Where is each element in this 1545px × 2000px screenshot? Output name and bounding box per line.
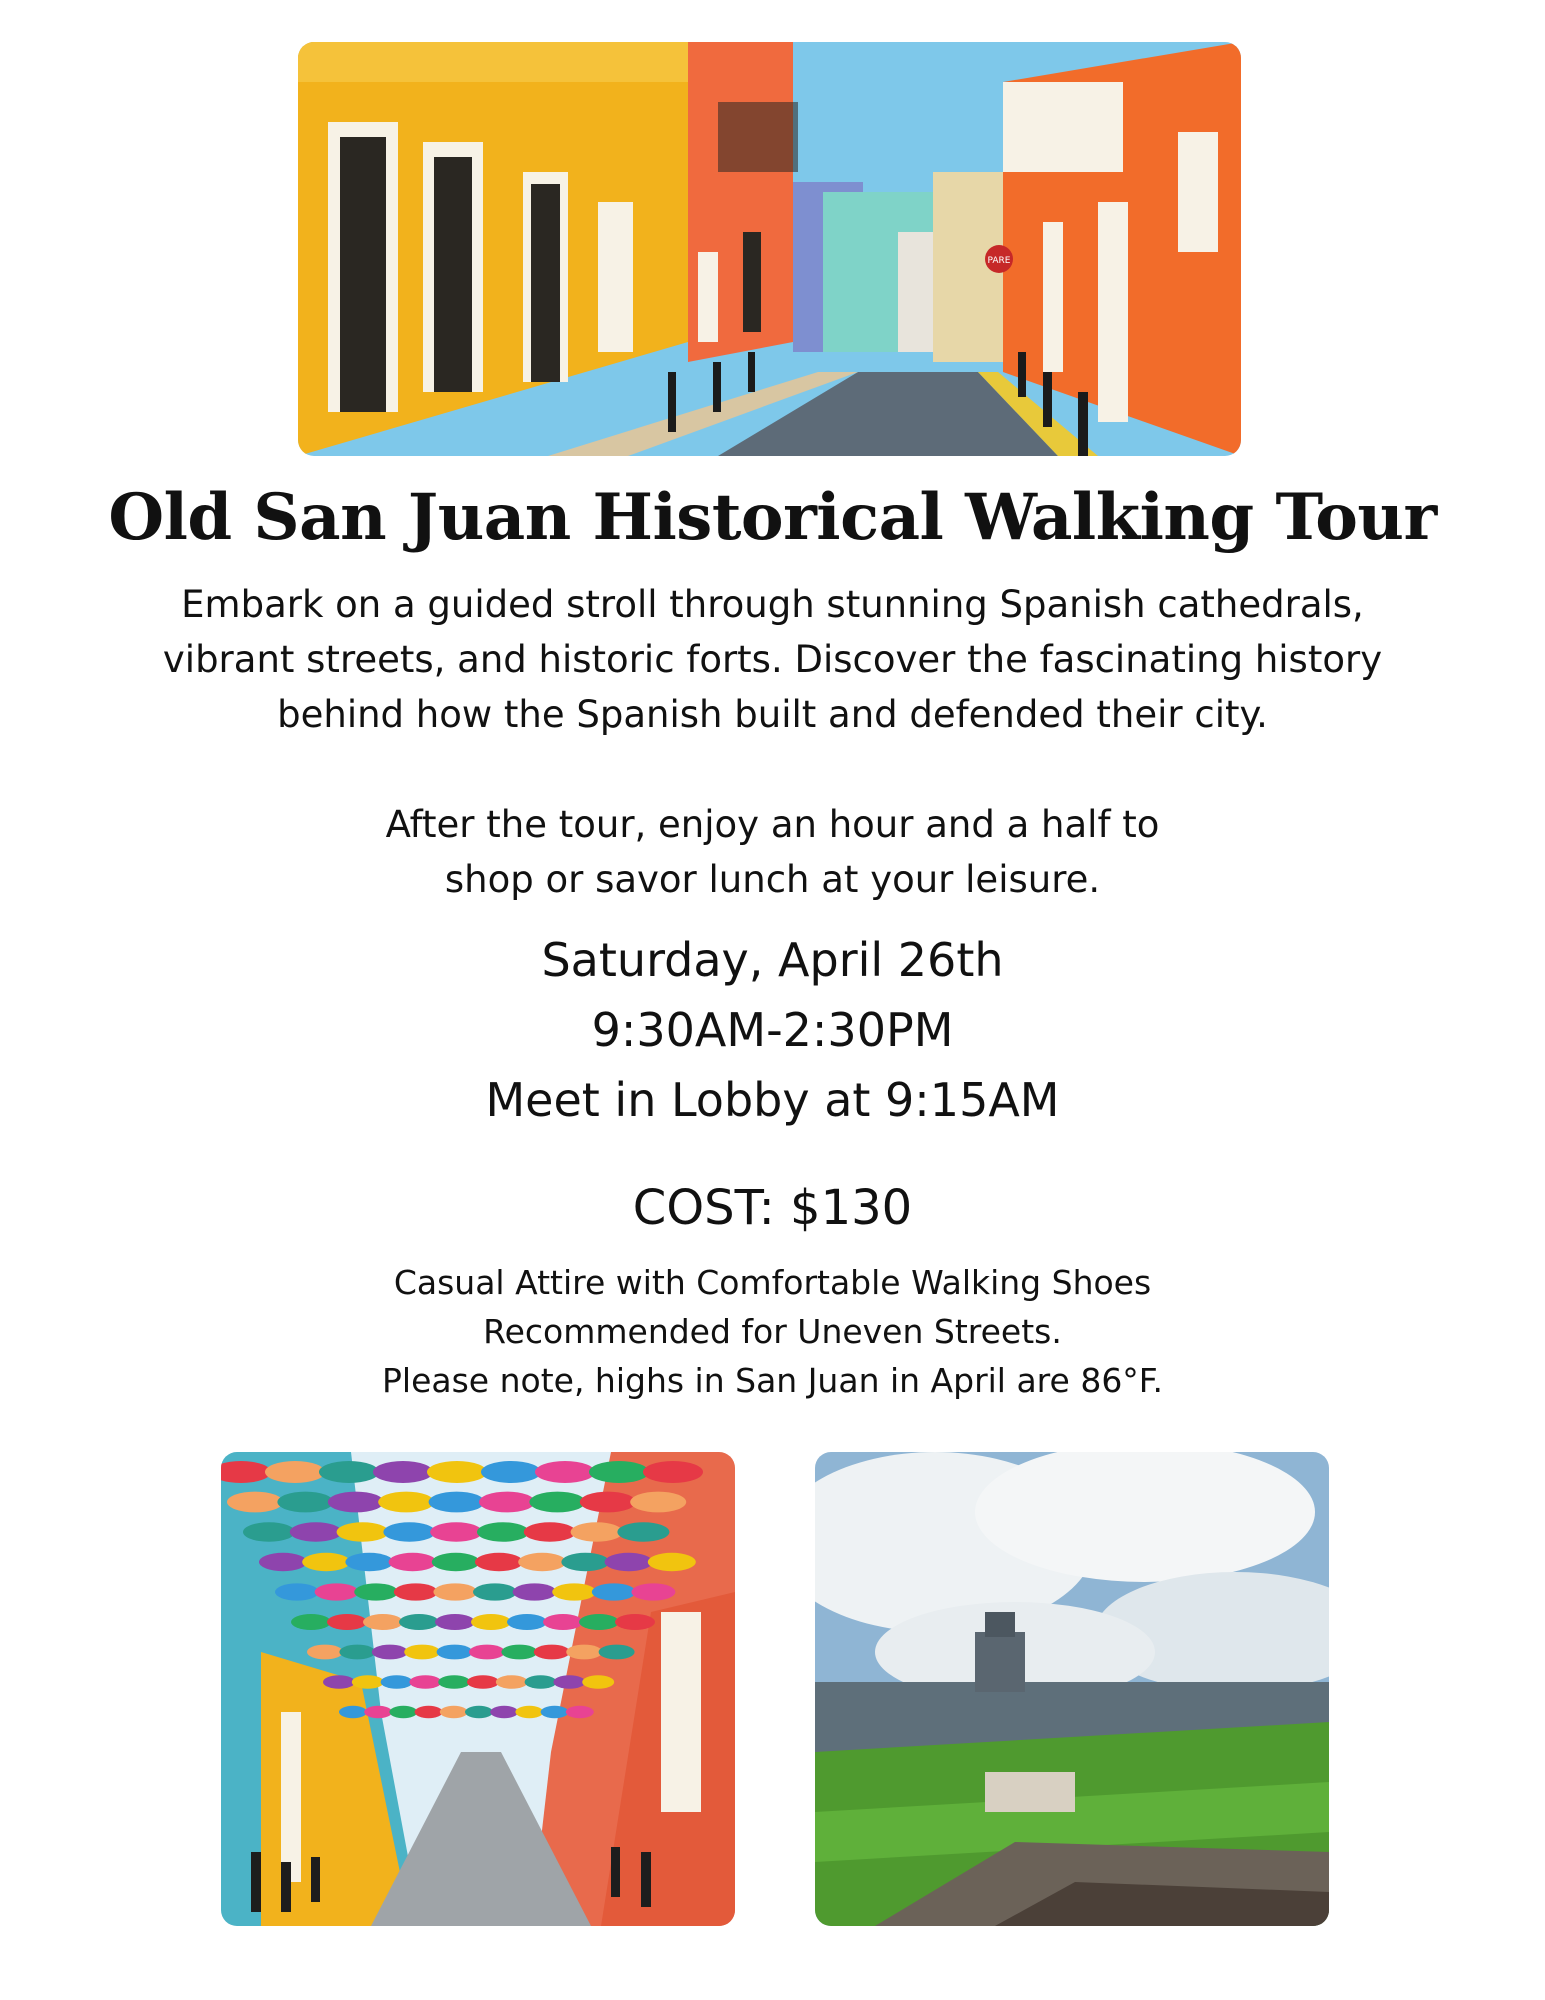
umbrella-shape — [243, 1522, 295, 1542]
umbrella-shape — [496, 1675, 528, 1689]
umbrella-shape — [501, 1645, 537, 1660]
umbrella-shape — [507, 1614, 547, 1630]
umbrella-shape — [535, 1461, 595, 1483]
fort-photo — [815, 1452, 1329, 1926]
weather-note: Please note, highs in San Juan in April are 86°F. — [382, 1361, 1163, 1400]
umbrella-shape — [534, 1645, 570, 1660]
umbrella-shape — [394, 1583, 438, 1600]
umbrella-shape — [339, 1645, 375, 1660]
umbrella-shape — [440, 1706, 468, 1718]
umbrella-shape — [525, 1675, 557, 1689]
umbrella-shape — [430, 1522, 482, 1542]
umbrella-shape — [415, 1706, 443, 1718]
umbrella-shape — [579, 1614, 619, 1630]
umbrella-shape — [363, 1614, 403, 1630]
umbrella-shape — [373, 1461, 433, 1483]
umbrella-shape — [473, 1583, 517, 1600]
umbrella-shape — [327, 1614, 367, 1630]
umbrella-shape — [465, 1706, 493, 1718]
umbrella-shape — [290, 1522, 342, 1542]
umbrella-shape — [599, 1645, 635, 1660]
umbrella-street-photo — [221, 1452, 735, 1926]
umbrella-shape — [389, 1706, 417, 1718]
umbrella-shape — [291, 1614, 331, 1630]
umbrella-shape — [630, 1492, 686, 1513]
umbrella-shape — [381, 1675, 413, 1689]
description-line-2: vibrant streets, and historic forts. Discover the fascinating history — [162, 638, 1383, 681]
attire-note-line-2: Recommended for Uneven Streets. — [483, 1312, 1062, 1351]
umbrella-shape — [227, 1492, 283, 1513]
umbrella-shape — [378, 1492, 434, 1513]
umbrella-shape — [552, 1583, 596, 1600]
umbrella-shape — [553, 1675, 585, 1689]
umbrella-shape — [648, 1553, 696, 1571]
umbrella-shape — [592, 1583, 636, 1600]
umbrella-shape — [561, 1553, 609, 1571]
umbrella-shape — [566, 1645, 602, 1660]
tour-date: Saturday, April 26th — [541, 933, 1004, 987]
umbrella-shape — [383, 1522, 435, 1542]
umbrella-shape — [435, 1614, 475, 1630]
umbrella-shape — [477, 1522, 529, 1542]
umbrella-shape — [339, 1706, 367, 1718]
meeting-point: Meet in Lobby at 9:15AM — [485, 1073, 1060, 1127]
after-tour-line-1: After the tour, enjoy an hour and a half to — [385, 803, 1160, 846]
umbrella-shape — [433, 1583, 477, 1600]
umbrella-shape — [529, 1492, 585, 1513]
after-tour-line-2: shop or savor lunch at your leisure. — [444, 858, 1101, 901]
umbrella-shape — [432, 1553, 480, 1571]
umbrella-shape — [518, 1553, 566, 1571]
umbrella-shape — [580, 1492, 636, 1513]
umbrella-shape — [615, 1614, 655, 1630]
umbrella-shape — [275, 1583, 319, 1600]
umbrella-shape — [323, 1675, 355, 1689]
umbrella-shape — [372, 1645, 408, 1660]
umbrella-shape — [479, 1492, 535, 1513]
umbrella-shape — [259, 1553, 307, 1571]
umbrella-shape — [354, 1583, 398, 1600]
umbrella-shape — [589, 1461, 649, 1483]
umbrella-shape — [437, 1645, 473, 1660]
umbrella-shape — [277, 1492, 333, 1513]
tour-title: Old San Juan Historical Walking Tour — [108, 480, 1437, 555]
umbrella-shape — [566, 1706, 594, 1718]
umbrella-shape — [524, 1522, 576, 1542]
umbrella-shape — [404, 1645, 440, 1660]
description-line-3: behind how the Spanish built and defended their city. — [277, 693, 1268, 736]
umbrella-shape — [399, 1614, 439, 1630]
umbrella-shape — [429, 1492, 485, 1513]
hero-street-photo — [298, 42, 1241, 456]
umbrella-shape — [427, 1461, 487, 1483]
umbrella-shape — [631, 1583, 675, 1600]
umbrella-shape — [467, 1675, 499, 1689]
umbrella-shape — [364, 1706, 392, 1718]
tour-cost: COST: $130 — [632, 1180, 913, 1236]
description-line-1: Embark on a guided stroll through stunning Spanish cathedrals, — [181, 583, 1364, 626]
umbrella-shape — [481, 1461, 541, 1483]
umbrella-shape — [513, 1583, 557, 1600]
umbrella-shape — [328, 1492, 384, 1513]
umbrella-shape — [605, 1553, 653, 1571]
tour-time: 9:30AM-2:30PM — [591, 1003, 954, 1057]
umbrella-shape — [345, 1553, 393, 1571]
umbrella-shape — [643, 1461, 703, 1483]
umbrella-shape — [265, 1461, 325, 1483]
attire-note-line-1: Casual Attire with Comfortable Walking Shoes — [393, 1263, 1152, 1302]
umbrella-shape — [469, 1645, 505, 1660]
umbrella-shape — [543, 1614, 583, 1630]
umbrella-shape — [541, 1706, 569, 1718]
umbrella-shape — [438, 1675, 470, 1689]
umbrella-shape — [490, 1706, 518, 1718]
umbrella-shape — [515, 1706, 543, 1718]
umbrella-shape — [315, 1583, 359, 1600]
umbrella-shape — [582, 1675, 614, 1689]
umbrella-shape — [337, 1522, 389, 1542]
umbrella-shape — [352, 1675, 384, 1689]
umbrella-shape — [307, 1645, 343, 1660]
umbrella-shape — [319, 1461, 379, 1483]
stop-sign-text: PARE — [987, 256, 1011, 266]
umbrella-shape — [617, 1522, 669, 1542]
umbrella-shape — [302, 1553, 350, 1571]
umbrella-shape — [475, 1553, 523, 1571]
umbrella-shape — [409, 1675, 441, 1689]
umbrella-shape — [471, 1614, 511, 1630]
umbrella-shape — [571, 1522, 623, 1542]
umbrella-shape — [389, 1553, 437, 1571]
